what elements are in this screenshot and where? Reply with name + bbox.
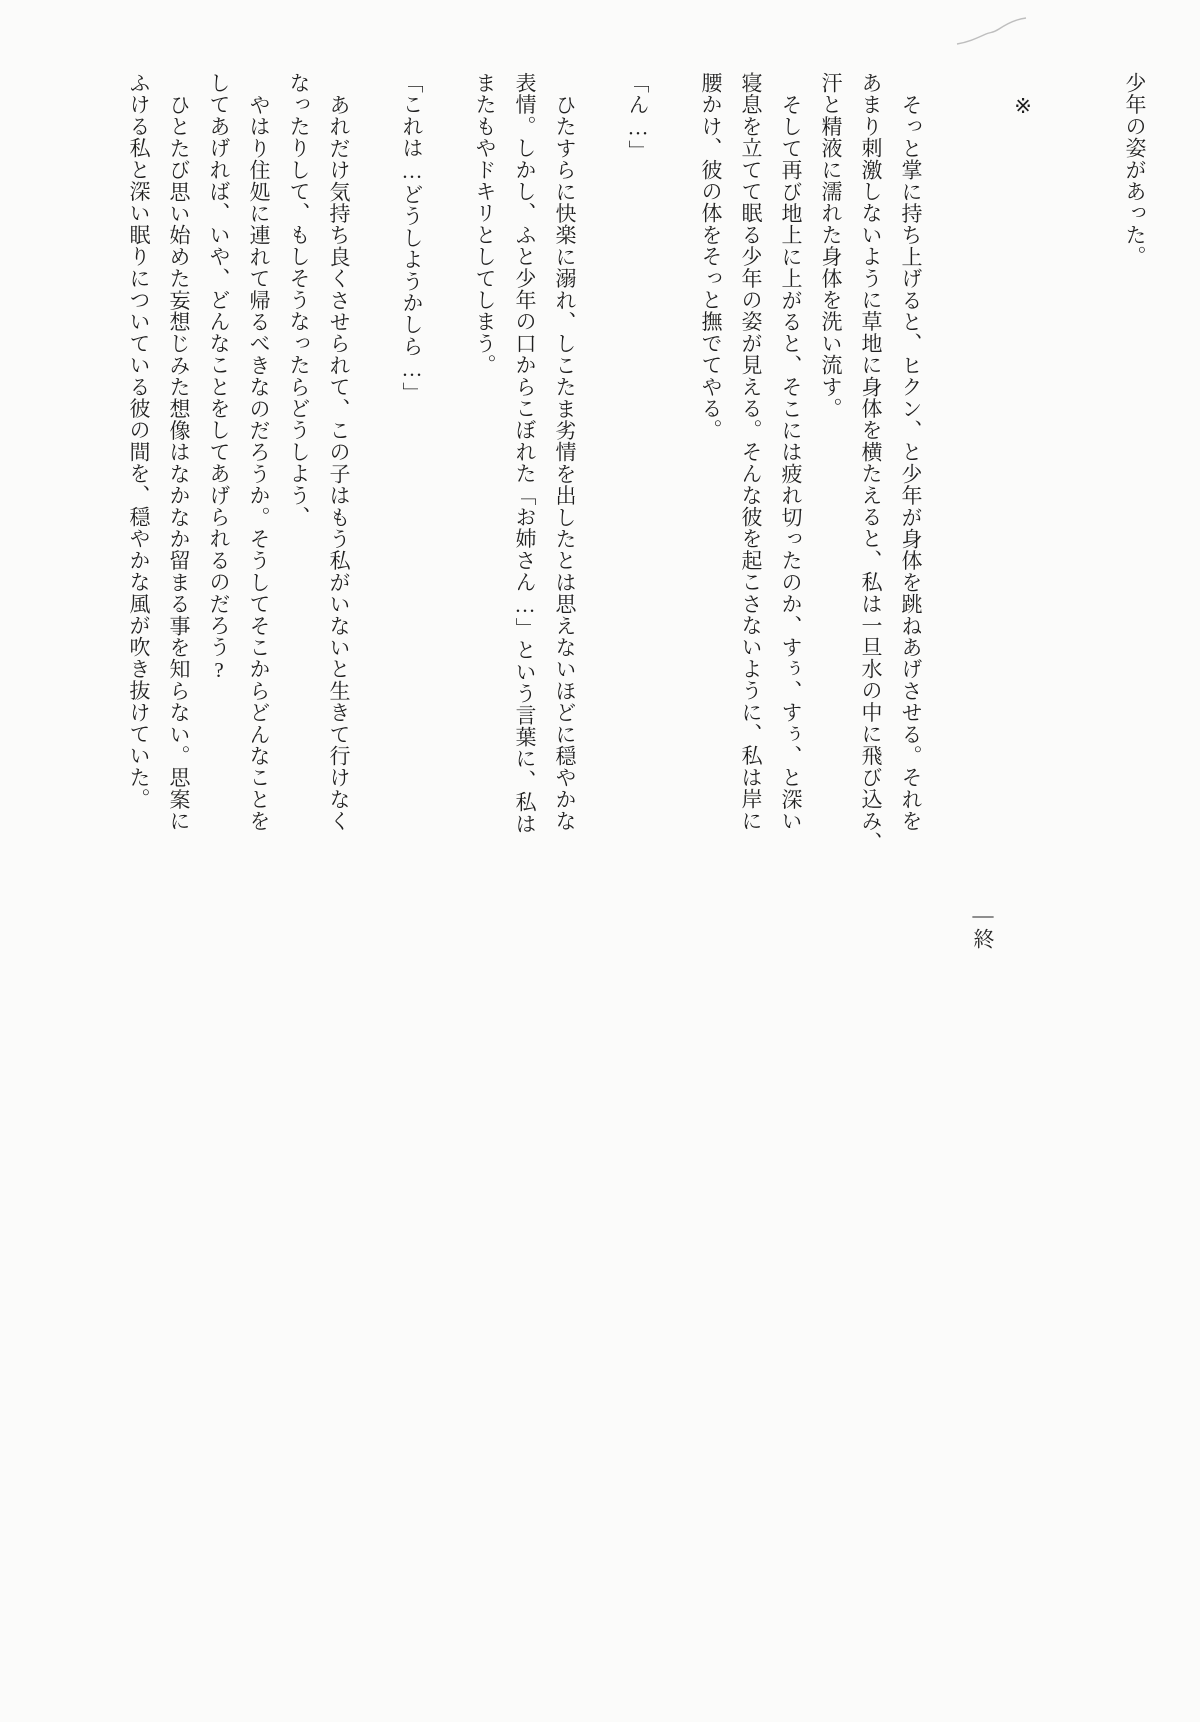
scanner-hair-artifact [953,13,1031,51]
text-line: 寝息を立てて眠る少年の姿が見える。そんな彼を起こさないように、私は岸に [739,72,763,832]
text-line: ひとたび思い始めた妄想じみた想像はなかなか留まる事を知らない。思案に [167,94,191,832]
text-line: 表情。しかし、ふと少年の口からこぼれた「お姉さん…」という言葉に、私は [513,72,537,835]
section-divider: ※ [1011,94,1035,119]
text-line: 少年の姿があった。 [1123,72,1147,268]
text-line: ふける私と深い眠りについている彼の間を、穏やかな風が吹き抜けていた。 [127,72,151,810]
text-line: 汗と精液に濡れた身体を洗い流す。 [819,72,843,420]
text-line: ひたすらに快楽に溺れ、しこたま劣情を出したとは思えないほどに穏やかな [553,94,577,832]
text-line: してあげれば、いや、どんなことをしてあげられるのだろう? [207,72,231,683]
text-line: なったりして、もしそうなったらどうしよう、 [287,72,311,528]
text-line: 腰かけ、彼の体をそっと撫でてやる。 [699,72,723,441]
text-line: あれだけ気持ち良くさせられて、この子はもう私がいないと生きて行けなく [327,94,351,832]
text-line: そして再び地上に上がると、そこには疲れ切ったのか、すぅ、すぅ、と深い [779,94,803,832]
text-line: やはり住処に連れて帰るべきなのだろうか。そうしてそこからどんなことを [247,94,271,832]
dialogue-line: 「これは…どうしようかしら…」 [400,72,424,404]
story-text-block [119,72,1155,858]
dialogue-line: 「ん…」 [626,72,650,162]
text-line: そっと掌に持ち上げると、ヒクン、と少年が身体を跳ねあげさせる。それを [899,94,923,832]
story-end-mark: ―終 [971,903,995,950]
text-line: またもやドキリとしてしまう。 [473,72,497,376]
text-line: あまり刺激しないように草地に身体を横たえると、私は一旦水の中に飛び込み、 [859,72,883,854]
